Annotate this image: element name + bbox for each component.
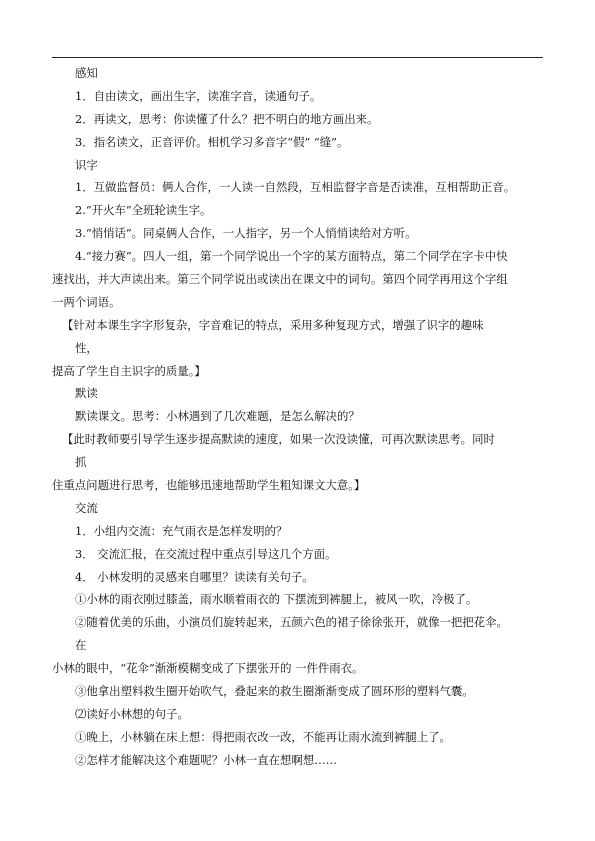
commentary-line: 住重点问题进行思考，也能够迅速地帮助学生粗知课文大意。】: [52, 478, 366, 493]
text-line: ①晚上，小林躺在床上想：得把雨衣改一改，不能再让雨水流到裤腿上了。: [75, 729, 451, 744]
commentary-line: 【此时教师要引导学生逐步提高默读的速度，如果一次没读懂，可再次默读思考。同时: [62, 432, 495, 447]
text-line: 2．再读文，思考：你读懂了什么？把不明白的地方画出来。: [75, 111, 379, 126]
commentary-line: 抓: [75, 455, 87, 470]
text-line: 4.“接力赛”。四人一组，第一个同学说出一个字的某方面特点，第二个同学在字卡中快: [75, 249, 508, 264]
text-line: 速找出，并大声读出来。第三个同学说出或读出在课文中的词句。第四个同学再用这个字组: [52, 272, 508, 287]
text-line: 一两个词语。: [52, 294, 121, 309]
text-line: ①小林的雨衣刚过膝盖，雨水顺着雨衣的 下摆流到裤腿上，被风一吹，冷极了。: [75, 592, 478, 607]
commentary-line: 提高了学生自主识字的质量。】: [52, 363, 206, 378]
text-line: 2.“开火车”全班轮读生字。: [75, 203, 212, 218]
section-heading-silent-reading: 默读: [75, 386, 98, 401]
text-line: 1．互做监督员：俩人合作，一人读一自然段，互相监督字音是否读准，互相帮助正音。: [75, 180, 516, 195]
text-line: ⑵读好小林想的句子。: [75, 706, 189, 721]
text-line: 4． 小林发明的灵感来自哪里？读读有关句子。: [75, 569, 314, 584]
section-heading-literacy: 识字: [75, 157, 98, 172]
commentary-line: 【针对本课生字字形复杂，字音难记的特点，采用多种复现方式，增强了识字的趣味: [62, 317, 484, 332]
text-line: 默读课文。思考：小林遇到了几次难题，是怎么解决的？: [75, 409, 360, 424]
text-line: 小林的眼中，“花伞”渐渐模糊变成了下摆张开的 一件件雨衣。: [52, 661, 364, 676]
text-line: ②随着优美的乐曲，小演员们旋转起来，五颜六色的裙子徐徐张开，就像一把把花伞。: [75, 615, 508, 630]
section-heading-exchange: 交流: [75, 500, 98, 515]
text-line: ③他拿出塑料救生圈开始吹气，叠起来的救生圈渐渐变成了圆环形的塑料气囊。: [75, 684, 474, 699]
commentary-line: 性，: [75, 340, 98, 355]
text-line: 3．指名读文，正音评价。相机学习多音字“假” “缝”。: [75, 134, 349, 149]
text-line: 1．自由读文，画出生字，读准字音，读通句子。: [75, 88, 322, 103]
text-line: 3.“悄悄话”。同桌俩人合作，一人指字，另一个人悄悄读给对方听。: [75, 226, 417, 241]
document-body: [52, 62, 548, 772]
text-line: 3． 交流汇报，在交流过程中重点引导这几个方面。: [75, 546, 337, 561]
header-rule: [52, 57, 543, 58]
text-line: 1．小组内交流：充气雨衣是怎样发明的？: [75, 523, 288, 538]
text-line: ②怎样才能解决这个难题呢？小林一直在想啊想……: [75, 752, 337, 767]
text-line: 在: [75, 638, 87, 653]
section-heading-perception: 感知: [75, 66, 98, 80]
